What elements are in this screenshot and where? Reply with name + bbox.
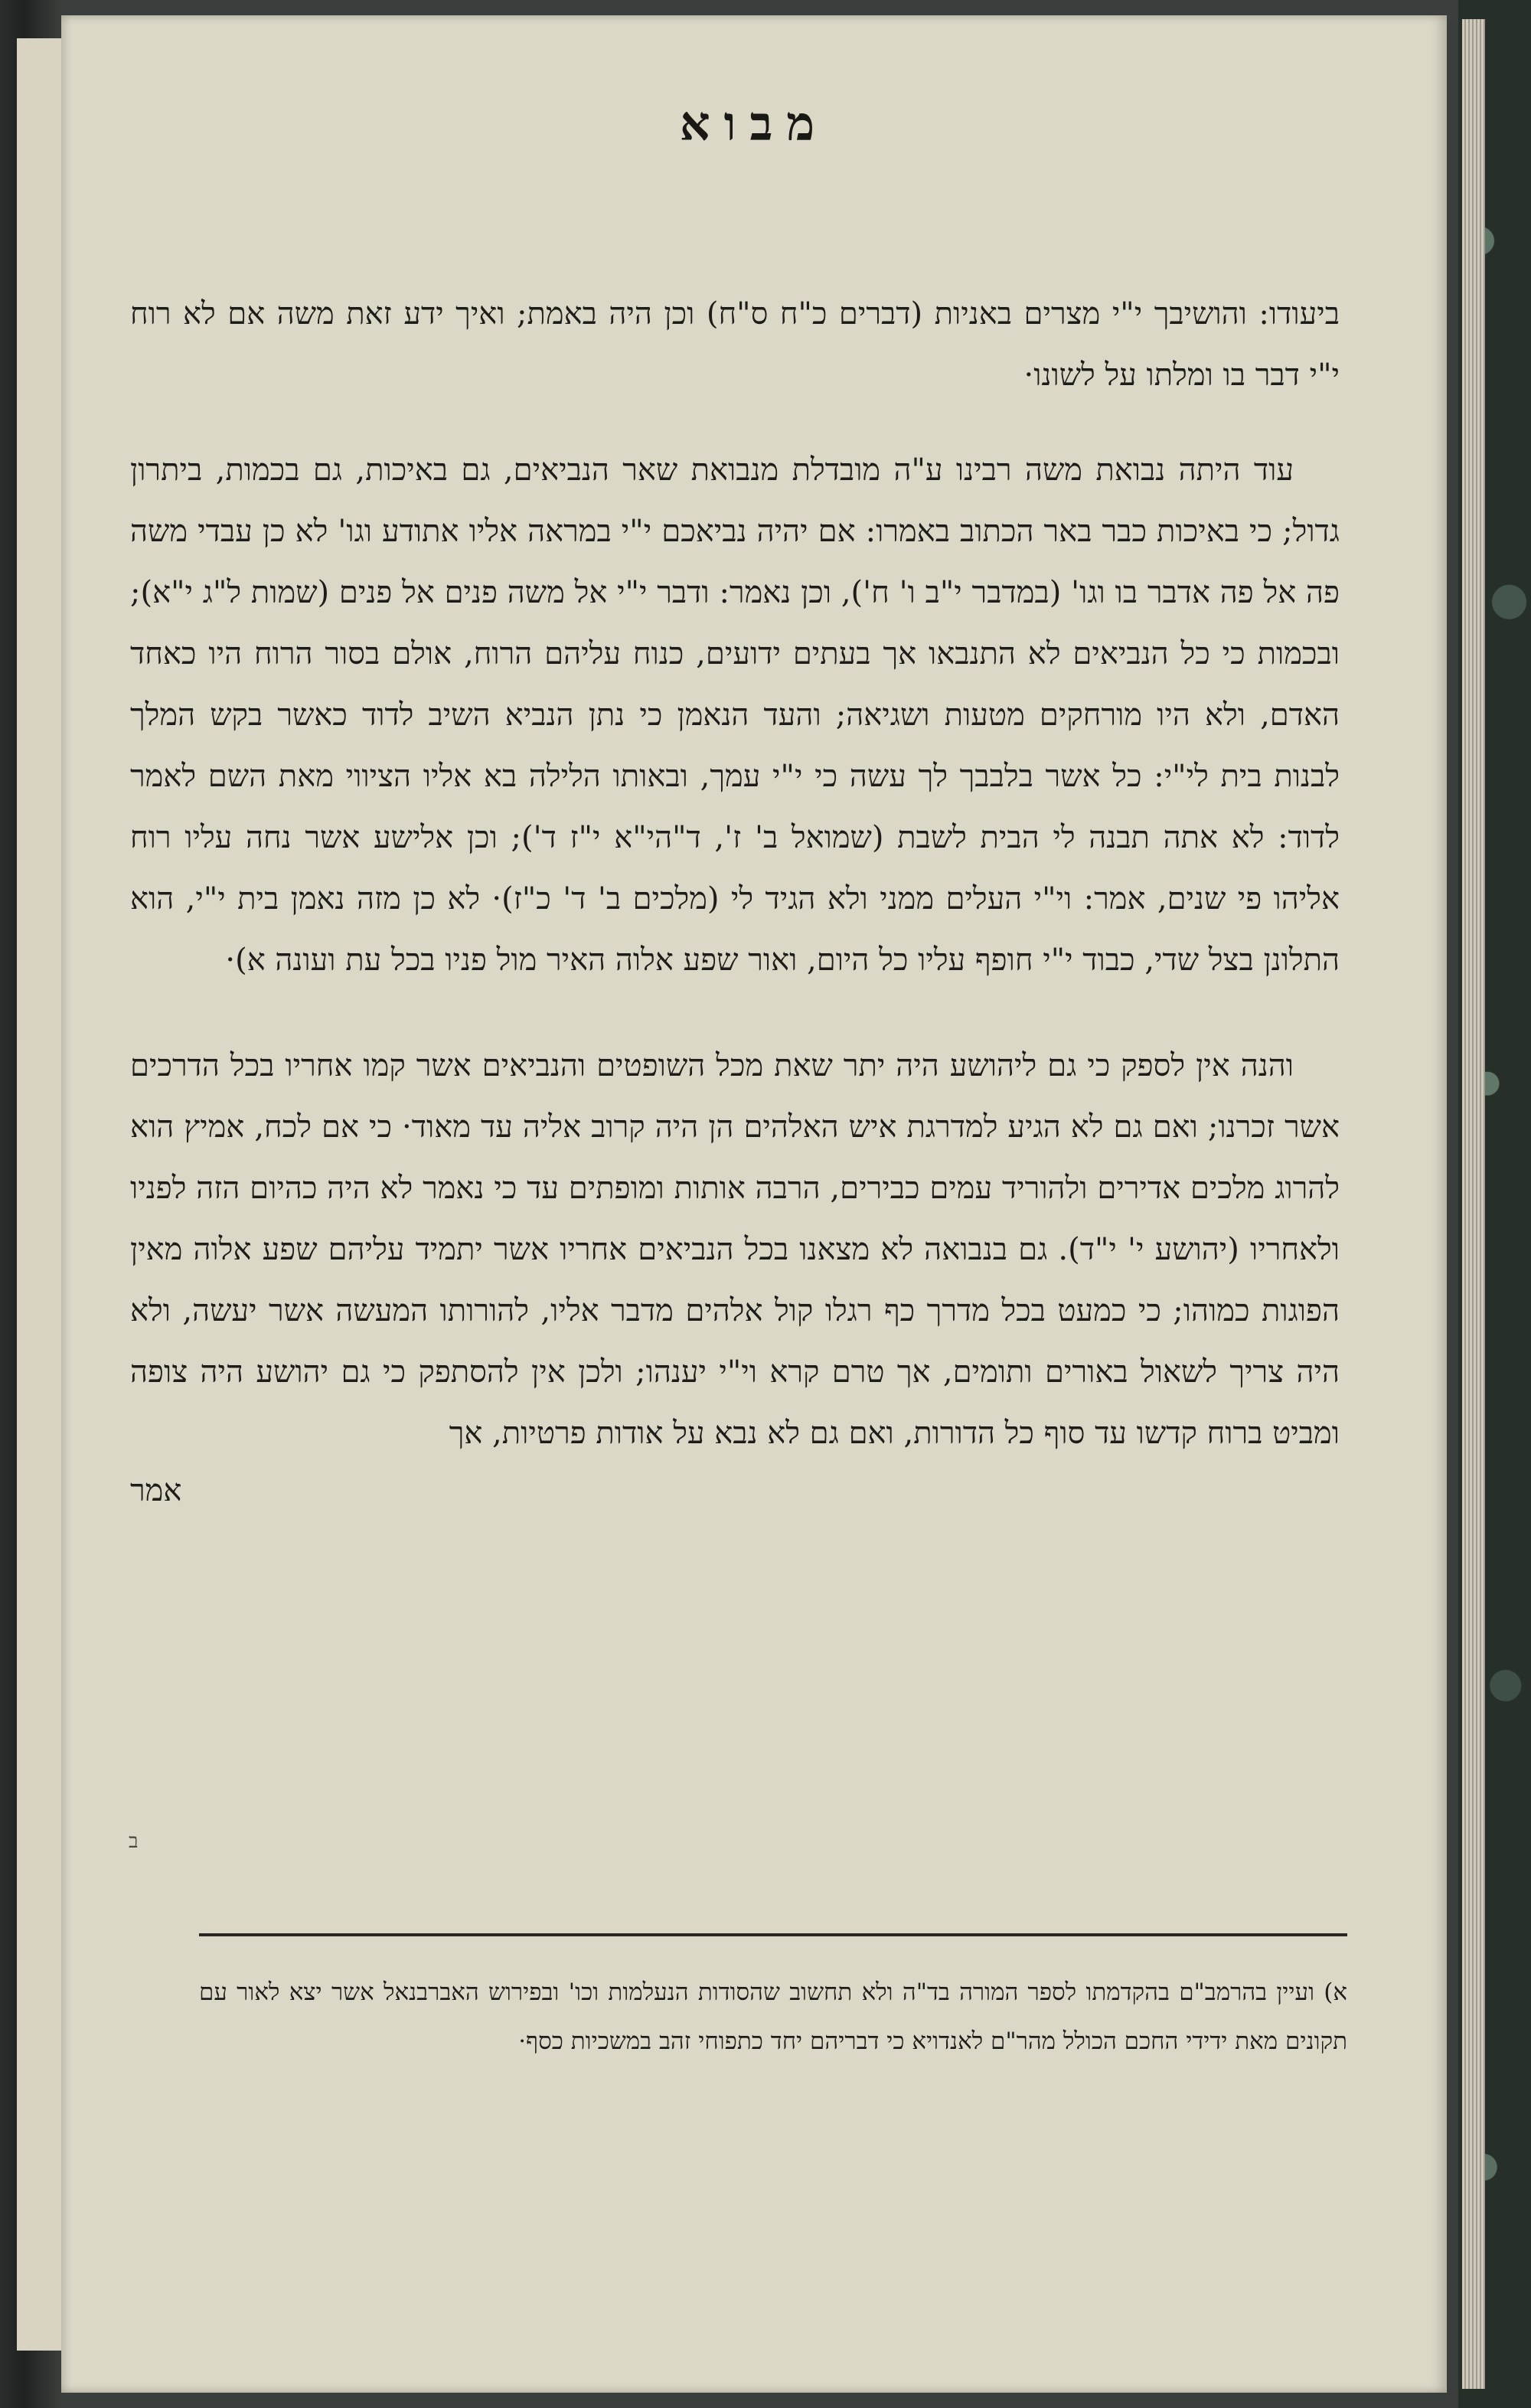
paragraph-3: והנה אין לספק כי גם ליהושע היה יתר שאת מכל השופטים והנביאים אשר קמו אחריו בכל הדרכים אשר זכרנו; ואם גם לא הגיע למדרגת איש האלהים הן היה קרוב אליה עד מאוד· כי אם לכח, אמיץ הוא להרוג מלכים אדירים ולהוריד עמים כבירים, הרבה אותות ומופתים עד כי נאמר לא היה כהיום הזה לפניו ולאחריו (יהושע י' י"ד). גם בנבואה לא מצאנו בכל הנביאים אחריו אשר יתמיד עליהם שפע אלוה מאין הפוגות כמוהו; כי כמעט בכל מדרך כף רגלו קול אלהים מדבר אליו, להורותו המעשה אשר יעשה, ולא היה צריך לשאול באורים ותומים, אך טרם קרא וי"י יענהו; ולכן אין להסתפק כי גם יהושע היה צופה ומביט ברוח קדשו עד סוף כל הדורות, ואם גם לא נבא על אודות פרטיות, אך xyxy=(130,1048,1340,1451)
page-title: מבוא xyxy=(679,96,829,152)
footnote-rule xyxy=(199,1933,1347,1936)
page-edges xyxy=(1462,19,1485,2389)
page-body xyxy=(130,191,1340,1518)
facing-page-edge xyxy=(17,38,63,2351)
paragraph-1: ביעודו: והושיבך י"י מצרים באניות (דברים כ"ח ס"ח) וכן היה באמת; ואיך ידע זאת משה אם לא רוח י"י דבר בו ומלתו על לשונו· xyxy=(130,296,1340,393)
margin-mark: ב xyxy=(129,1830,139,1853)
catchword: אמר xyxy=(130,1473,182,1508)
footnote: א) ועיין בהרמב"ם בהקדמתו לספר המורה בד"ה ולא תחשוב שהסודות הנעלמות וכו' ובפירוש האברבנאל אשר יצא לאור עם תקונים מאת ידידי החכם הכולל מהר"ם לאנדויא כי דבריהם יחד כתפוחי זהב במשכיות כסף· xyxy=(199,1978,1347,2055)
paragraph-2: עוד היתה נבואת משה רבינו ע"ה מובדלת מנבואת שאר הנביאים, גם באיכות, גם בכמות, ביתרון גדול; כי באיכות כבר באר הכתוב באמרו: אם יהיה נביאכם י"י במראה אליו אתודע וגו' לא כן עבדי משה פה אל פה אדבר בו וגו' (במדבר י"ב ו' ח'), וכן נאמר: ודבר י"י אל משה פנים אל פנים (שמות ל"ג י"א); ובכמות כי כל הנביאים לא התנבאו אך בעתים ידועים, כנוח עליהם הרוח, אולם בסור הרוח היו כאחד האדם, ולא היו מורחקים מטעות ושגיאה; והעד הנאמן כי נתן הנביא השיב לדוד כאשר בקש המלך לבנות בית לי"י: כל אשר בלבבך לך עשה כי י"י עמך, ובאותו הלילה בא אליו הציווי מאת השם לאמר לדוד: לא אתה תבנה לי הבית לשבת (שמואל ב' ז', ד"הי"א י"ז ד'); וכן אלישע אשר נחה עליו רוח אליהו פי שנים, אמר: וי"י העלים ממני ולא הגיד לי (מלכים ב' ד' כ"ז)· לא כן מזה נאמן בית י"י, הוא התלונן בצל שדי, כבוד י"י חופף עליו כל היום, ואור שפע אלוה האיר מול פניו בכל עת ועונה א)· xyxy=(130,453,1340,978)
book-page xyxy=(61,15,1447,2393)
